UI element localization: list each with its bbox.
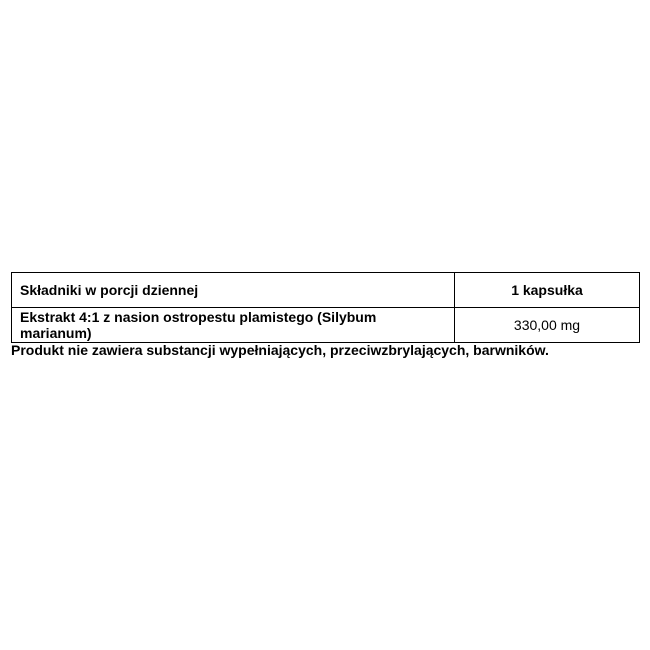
- ingredient-amount-cell: 330,00 mg: [455, 308, 640, 343]
- table-row: [12, 308, 640, 343]
- ingredients-table: [11, 272, 640, 343]
- ingredient-name-cell: Ekstrakt 4:1 z nasion ostropestu plamistego (Silybum marianum): [12, 308, 455, 343]
- product-note: Produkt nie zawiera substancji wypełniających, przeciwzbrylających, barwników.: [11, 342, 549, 358]
- table-header-row: [12, 273, 640, 308]
- header-ingredient-cell: Składniki w porcji dziennej: [12, 273, 455, 308]
- header-amount-cell: 1 kapsułka: [455, 273, 640, 308]
